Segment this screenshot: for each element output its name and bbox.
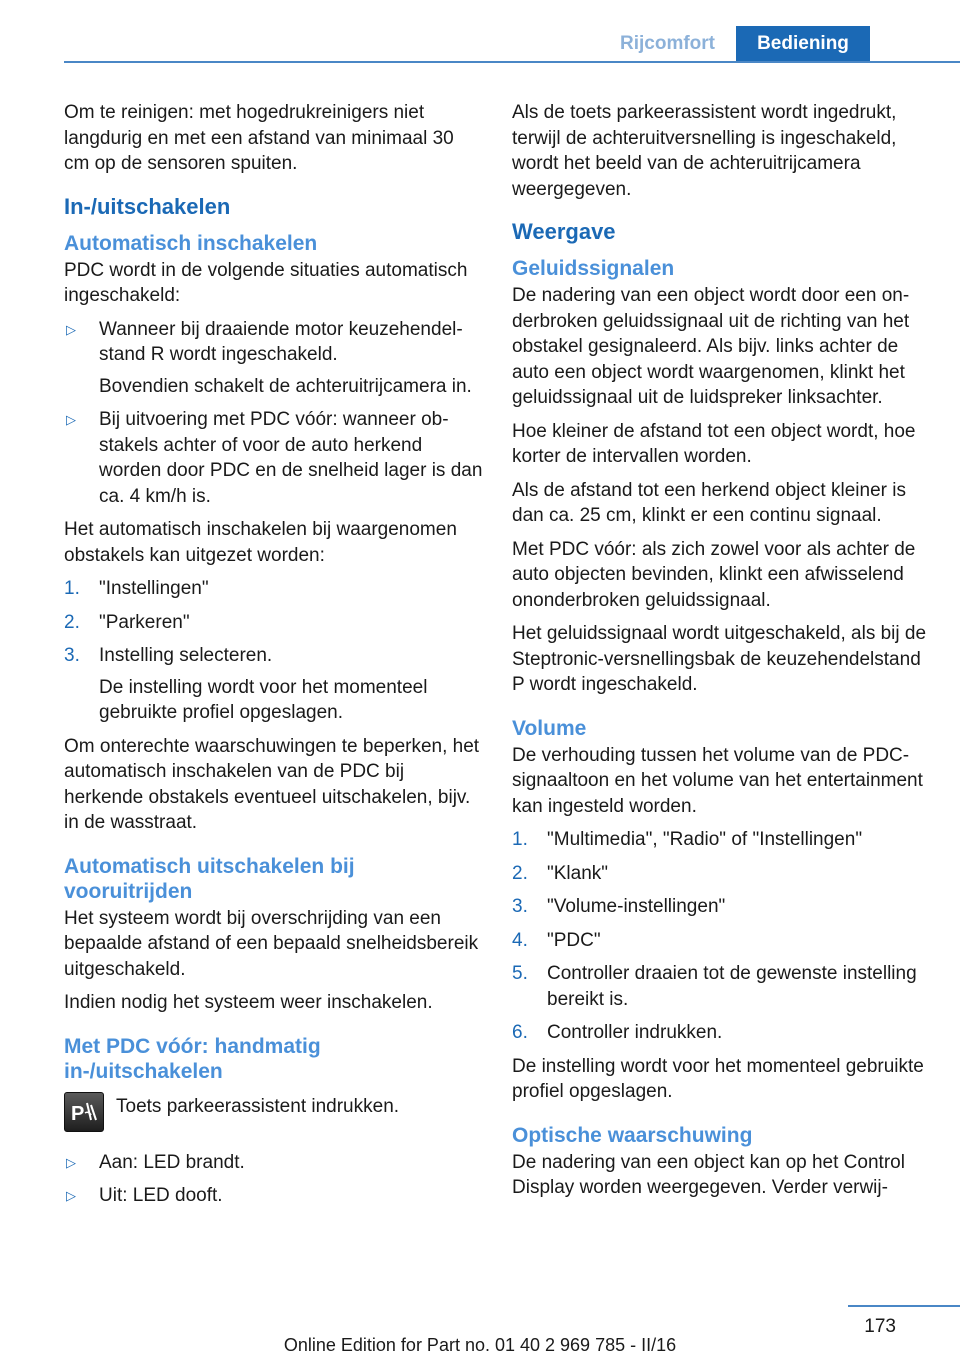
paragraph: Indien nodig het systeem weer inschakelen. — [64, 992, 433, 1013]
step-item — [512, 894, 932, 920]
right-column — [512, 100, 932, 1209]
numbered-steps — [512, 827, 932, 1046]
list-item — [64, 407, 484, 509]
step-number: 1. — [512, 829, 528, 850]
button-instruction-text: Toets parkeerassistent indrukken. — [116, 1095, 400, 1117]
page-header — [0, 26, 960, 62]
paragraph: Als de toets parkeerassistent wordt ingedrukt, terwijl de achteruitversnelling is ingeschakeld, wordt het beeld van de achteruitrijcamera weergegeven. — [512, 102, 897, 200]
step-item — [512, 961, 932, 1012]
step-text: Instelling selecteren. — [99, 645, 273, 666]
paragraph: Om onterechte waarschuwingen te beperken, het automatisch inschakelen van de PDC bij herkende obstakels eventueel uitschakelen, bijv. in de wasstraat. — [64, 735, 480, 833]
edition-footer: Online Edition for Part no. 01 40 2 969 785 - II/16 — [283, 1335, 677, 1355]
step-number: 5. — [512, 963, 528, 984]
step-text: "Multimedia", "Radio" of "Instellingen" — [547, 829, 863, 850]
step-subtext: De instelling wordt voor het momenteel gebruikte profiel opgeslagen. — [99, 676, 428, 723]
paragraph: Om te reinigen: met hogedrukreinigers niet langdurig en met een afstand van minimaal 30 cm op de sensoren spuiten. — [64, 102, 454, 174]
paragraph: PDC wordt in de volgende situaties automatisch ingeschakeld: — [64, 259, 468, 306]
triangle-right-icon: ▷ — [66, 412, 76, 427]
step-text: "Instellingen" — [99, 578, 209, 599]
step-item — [64, 610, 484, 636]
list-item — [64, 1150, 484, 1176]
step-item — [512, 1020, 932, 1046]
step-item — [64, 643, 484, 726]
step-text: "Klank" — [547, 862, 609, 884]
step-number: 6. — [512, 1022, 528, 1043]
footer-divider — [848, 1305, 960, 1307]
heading-handmatig: Met PDC vóór: handmatig in-/uitschakelen — [64, 1034, 321, 1083]
bullet-list — [64, 1150, 484, 1209]
triangle-right-icon: ▷ — [66, 1154, 76, 1170]
step-number: 2. — [64, 611, 80, 633]
triangle-right-icon: ▷ — [66, 1188, 76, 1203]
step-text: "Parkeren" — [99, 611, 190, 633]
paragraph: De instelling wordt voor het momenteel gebruikte profiel opgeslagen. — [512, 1055, 924, 1102]
paragraph: Het systeem wordt bij overschrijding van een bepaalde afstand of een bepaald snelheidsbereik uitgeschakeld. — [64, 907, 479, 980]
numbered-steps — [64, 576, 484, 726]
step-item — [64, 576, 484, 602]
page-number: 173 — [864, 1316, 896, 1337]
list-item-text: Bij uitvoering met PDC vóór: wanneer obstakels achter of voor de auto herkend worden door PDC en de snelheid lager is dan ca. 4 km/h is. — [99, 409, 483, 507]
list-item-subtext: Bovendien schakelt de achteruitrijcamera in. — [99, 375, 472, 397]
parking-assistant-button-icon — [64, 1092, 104, 1132]
step-number: 3. — [512, 896, 528, 917]
step-number: 2. — [512, 862, 528, 884]
paragraph: Als de afstand tot een herkend object kleiner is dan ca. 25 cm, klinkt er een continu signaal. — [512, 479, 906, 526]
heading-in-uitschakelen: In-/uitschakelen — [64, 193, 231, 219]
step-text: Controller draaien tot de gewenste instelling bereikt is. — [547, 963, 917, 1010]
step-text: "Volume-instellingen" — [547, 896, 726, 917]
step-item — [512, 928, 932, 954]
paragraph: De nadering van een object wordt door een onderbroken geluidssignaal uit de richting van het obstakel gesignaleerd. Als bijv. links achter de auto een object wordt waargenomen, klinkt het geluidssignaal uit de luidspreker linksachter. — [512, 285, 910, 408]
paragraph: Het geluidssignaal wordt uitgeschakeld, als bij de Steptronic-versnellingsbak de keuzehendelstand P wordt ingeschakeld. — [512, 623, 927, 695]
step-number: 1. — [64, 578, 80, 599]
heading-weergave: Weergave — [512, 219, 616, 244]
paragraph: Met PDC vóór: als zich zowel voor als achter de auto objecten bevinden, klinkt een afwisselend ononderbroken geluidssignaal. — [512, 538, 916, 611]
heading-automatisch-inschakelen: Automatisch inschakelen — [64, 231, 318, 255]
step-number: 3. — [64, 645, 80, 666]
triangle-right-icon: ▷ — [66, 321, 76, 337]
step-text: Controller indrukken. — [547, 1022, 723, 1043]
heading-optische-waarschuwing: Optische waarschuwing — [512, 1123, 753, 1147]
heading-geluidssignalen: Geluidssignalen — [512, 257, 675, 280]
step-number: 4. — [512, 929, 528, 951]
svg-text:P: P — [71, 1102, 85, 1125]
heading-volume: Volume — [512, 716, 587, 740]
chapter-tab-bediening: Bediening — [736, 26, 870, 61]
list-item-text: Wanneer bij draaiende motor keuzehendelstand R wordt ingeschakeld. — [99, 318, 463, 365]
step-text: "PDC" — [547, 929, 601, 951]
paragraph: De nadering van een object kan op het Control Display worden weergegeven. Verder verwij- — [512, 1151, 905, 1198]
list-item — [64, 317, 484, 400]
section-tab-rijcomfort: Rijcomfort — [599, 26, 736, 61]
paragraph: De verhouding tussen het volume van de PDC-signaaltoon en het volume van het entertainment kan ingesteld worden. — [512, 744, 923, 817]
list-item-text: Aan: LED brandt. — [99, 1151, 245, 1173]
step-item — [512, 861, 932, 887]
list-item — [64, 1183, 484, 1209]
step-item — [512, 827, 932, 853]
left-column — [64, 100, 484, 1217]
button-instruction — [64, 1094, 484, 1134]
paragraph: Het automatisch inschakelen bij waargenomen obstakels kan uitgezet worden: — [64, 519, 457, 566]
list-item-text: Uit: LED dooft. — [99, 1185, 223, 1206]
heading-automatisch-uitschakelen: Automatisch uitschakelen bij vooruitrijden — [64, 854, 355, 903]
bullet-list — [64, 317, 484, 510]
paragraph: Hoe kleiner de afstand tot een object wordt, hoe korter de intervallen worden. — [512, 420, 916, 467]
header-divider — [64, 61, 960, 63]
